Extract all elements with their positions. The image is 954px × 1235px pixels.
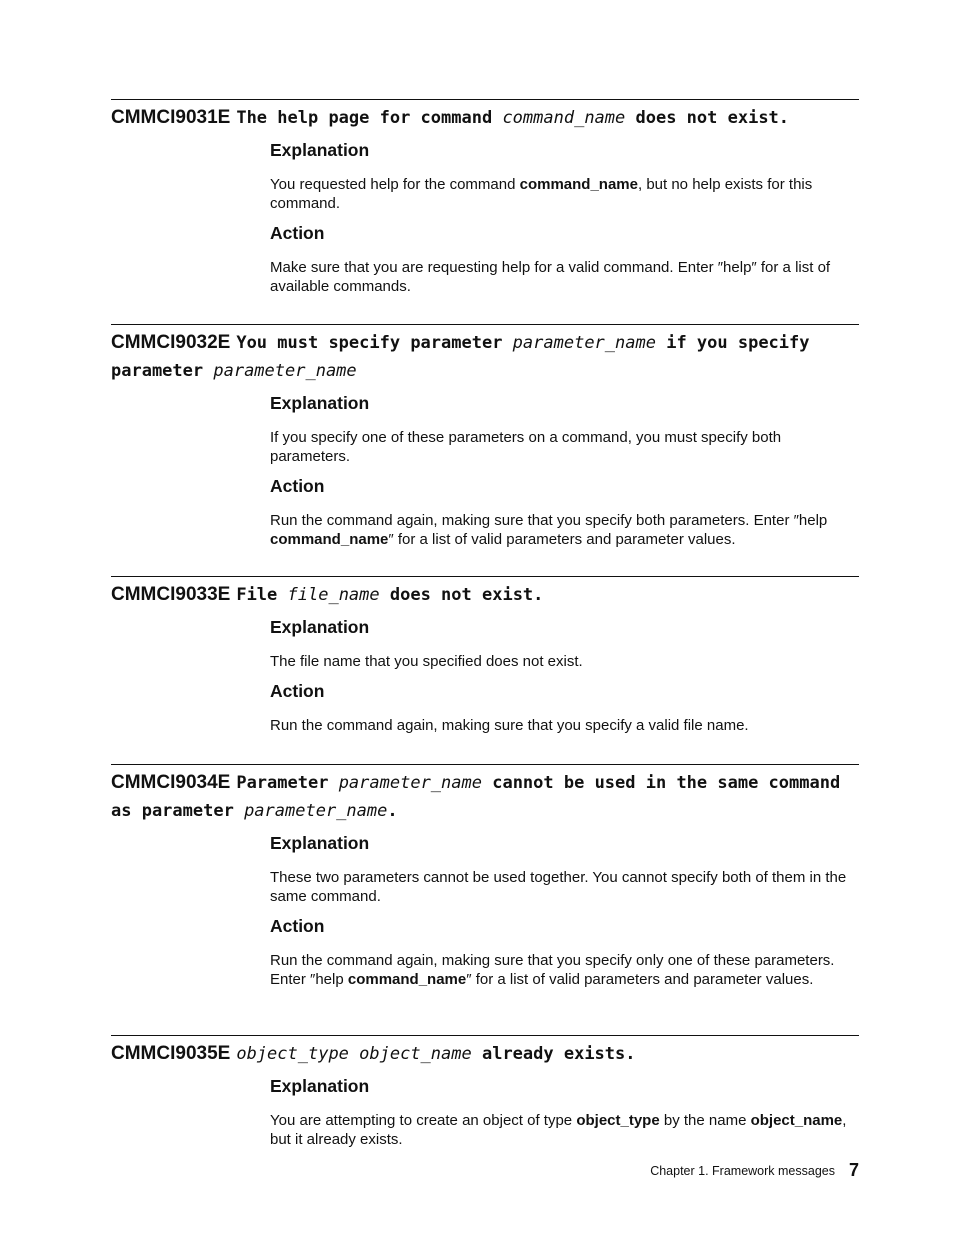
action-text: Run the command again, making sure that you specify only one of these parameters. Enter ″help command_name″ for a list of valid parameters and parameter values. [270,952,835,988]
page-number: 7 [848,1160,859,1180]
action-heading: Action [270,681,325,701]
action-heading: Action [270,476,325,496]
message-code: CMMCI9033E [111,584,231,605]
message-entry [111,764,859,997]
message-entry [111,324,859,557]
explanation-text: The file name that you specified does not exist. [270,653,583,670]
message-title: CMMCI9033E File file_name does not exist. [111,584,544,605]
message-title: CMMCI9032E You must specify parameter parameter_name if you specify parameter parameter_name [111,332,810,381]
action-text: Run the command again, making sure that you specify both parameters. Enter ″help command_name″ for a list of valid parameters and parameter values. [270,512,828,548]
message-entry [111,1035,859,1157]
action-text: Run the command again, making sure that you specify a valid file name. [270,717,749,734]
message-entry [111,576,859,743]
message-code: CMMCI9034E [111,772,231,793]
chapter-label: Chapter 1. Framework messages [650,1163,835,1178]
action-text: Make sure that you are requesting help for a valid command. Enter ″help″ for a list of available commands. [270,259,831,295]
message-body [270,615,856,735]
explanation-heading: Explanation [270,1076,370,1096]
explanation-heading: Explanation [270,617,370,637]
message-body [270,138,856,296]
message-body [270,1074,856,1149]
action-heading: Action [270,223,325,243]
explanation-heading: Explanation [270,833,370,853]
explanation-text: You are attempting to create an object of type object_type by the name object_name, but it already exists. [270,1112,847,1148]
message-title: CMMCI9031E The help page for command command_name does not exist. [111,107,790,128]
message-title: CMMCI9035E object_type object_name already exists. [111,1043,636,1064]
explanation-text: These two parameters cannot be used together. You cannot specify both of them in the same command. [270,869,847,905]
message-code: CMMCI9031E [111,107,231,128]
message-code: CMMCI9035E [111,1043,231,1064]
explanation-text: You requested help for the command command_name, but no help exists for this command. [270,176,813,212]
explanation-heading: Explanation [270,393,370,413]
message-code: CMMCI9032E [111,332,231,353]
explanation-text: If you specify one of these parameters on a command, you must specify both parameters. [270,429,782,465]
message-body [270,831,856,989]
action-heading: Action [270,916,325,936]
message-body [270,391,856,549]
message-title: CMMCI9034E Parameter parameter_name cannot be used in the same command as parameter parameter_name. [111,772,841,821]
message-entry [111,99,859,304]
explanation-heading: Explanation [270,140,370,160]
page-footer [560,1160,859,1181]
